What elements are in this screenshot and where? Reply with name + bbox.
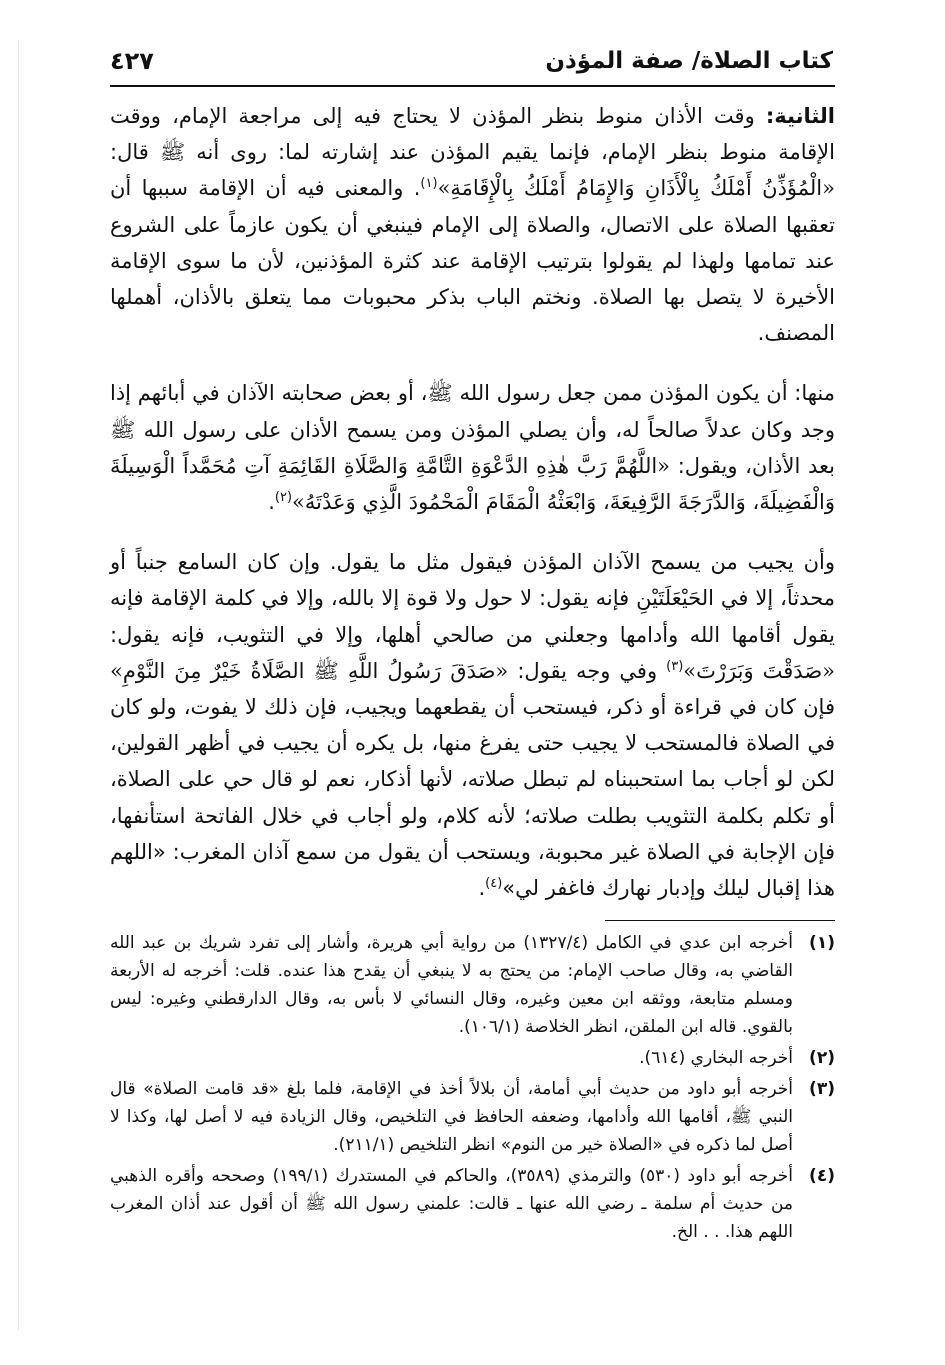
footnote-number: (٢) xyxy=(809,1048,835,1068)
running-title: كتاب الصلاة/ صفة المؤذن xyxy=(545,48,833,74)
footnote-text: أخرجه ابن عدي في الكامل (١٣٢٧/٤) من رواية أبي هريرة، وأشار إلى تفرد شريك بن عبد الله القاضي به، وقال صاحب الإمام: من يحتج به لا ينبغي أن يقدح هذا عنده. قلت: أخرجه له الأربعة ومسلم متابعة، ووثقه ابن معين وغيره، وقال النسائي لا بأس به، وقال الدارقطني وغيره: ليس بالقوي. قاله ابن الملقن، انظر الخلاصة (١٠٦/١). xyxy=(110,933,793,1037)
footnote-reference: (٣) xyxy=(666,658,684,674)
footnote-reference: (١) xyxy=(420,176,438,192)
hadith-quote: «الْمُؤَذِّنُ أَمْلَكُ بِالْأَذَانِ وَالإِمَامُ أَمْلَكُ بِالْإِقَامَةِ» xyxy=(437,176,835,201)
paragraph-text: . xyxy=(268,490,275,515)
footnote-reference: (٢) xyxy=(274,490,293,506)
paragraph-answering-adhan xyxy=(110,544,835,906)
footnote-separator xyxy=(605,920,835,921)
footnote xyxy=(110,1162,835,1246)
paragraph-text: فإن كان في قراءة أو ذكر، فيستحب أن يقطعهما ويجيب، فإن ذلك لا يفوت، ولو كان في الصلاة فالمستحب لا يجيب حتى يفرغ منها، بل يكره أن يجيب في أظهر القولين، لكن لو أجاب بما استحببناه لم تبطل صلاته، لأنها أذكار، نعم لو قال حي على الصلاة، أو تكلم بكلمة التثويب بطلت صلاته؛ لأنه كلام، ولو أجاب في خلال الفاتحة استأنفها، فإن الإجابة في الصلاة غير محبوبة، ويستحب أن يقول من سمع آذان المغرب: «اللهم هذا إقبال ليلك وإدبار نهارك فاغفر لي» xyxy=(110,695,835,901)
paragraph-second-issue xyxy=(110,98,835,351)
header-rule xyxy=(110,85,835,87)
footnote-text: أخرجه أبو داود من حديث أبي أمامة، أن بلالاً أخذ في الإقامة، فلما بلغ «قد قامت الصلاة» قال النبي ﷺ، أقامها الله وأدامها، وضعفه الحافظ في التلخيص، وقال الزيادة فيه لا أصل لها، وكذا لا أصل لما ذكره في «الصلاة خير من النوم» انظر التلخيص (٢١١/١). xyxy=(110,1079,793,1155)
footnote-reference: (٤) xyxy=(485,876,503,892)
footnote-number: (١) xyxy=(809,933,835,953)
footnote-text: أخرجه البخاري (٦١٤). xyxy=(639,1048,793,1068)
paragraph-text: منها: أن يكون المؤذن ممن جعل رسول الله ﷺ، أو بعض صحابته الآذان في أبائهم إذا وجد وكان عدلاً صالحاً له، وأن يصلي المؤذن ومن يسمح الأذان على رسول الله ﷺ بعد الأذان، ويقول: xyxy=(110,381,836,478)
page-number: ٤٢٧ xyxy=(110,47,154,75)
footnote-text: أخرجه أبو داود (٥٣٠) والترمذي (٣٥٨٩)، والحاكم في المستدرك (١٩٩/١) وصححه وأقره الذهبي من حديث أم سلمة ـ رضي الله عنها ـ قالت: علمني رسول الله ﷺ أن أقول عند أذان المغرب اللهم هذا. . . الخ. xyxy=(110,1166,793,1242)
footnotes xyxy=(110,929,835,1249)
main-text xyxy=(110,98,835,906)
paragraph-text: وفي وجه يقول: xyxy=(508,658,667,683)
paragraph-text: . xyxy=(478,876,486,901)
response-quote: «صَدَقْتَ وَبَرَرْتَ» xyxy=(683,658,836,683)
paragraph-text: وأن يجيب من يسمح الآذان المؤذن فيقول مثل ما يقول. وإن كان السامع جنباً أو محدثاً، إلا في الحَيْعَلَتَيْنِ فإنه يقول: لا حول ولا قوة إلا بالله، وإلا في كلمة الإقامة فإنه يقول أقامها الله وأدامها وجعلني من صالحي أهلها، وإلا في التثويب، فإنه يقول: xyxy=(110,550,835,647)
paragraph-text: . والمعنى فيه أن الإقامة سببها أن تعقبها الصلاة على الاتصال، والصلاة إلى الإمام فينبغي أن يكون عازماً على الشروع عند تمامها ولهذا لم يقولوا بترتيب الإقامة عند كثرة المؤذنين، لأن ما سوى الإقامة الأخيرة لا يتصل بها الصلاة. ونختم الباب بذكر محبوبات مما يتعلق بالأذان، أهملها المصنف. xyxy=(110,176,835,346)
footnote-number: (٤) xyxy=(809,1166,835,1186)
page-edge-line xyxy=(18,40,19,1330)
paragraph-text: وقت الأذان منوط بنظر المؤذن لا يحتاج فيه إلى مراجعة الإمام، ووقت الإقامة منوط بنظر الإمام، فإنما يقيم المؤذن عند إشارته لما: روى أنه ﷺ قال: xyxy=(110,104,835,165)
footnote xyxy=(110,1044,835,1072)
paragraph-recommendations xyxy=(110,375,835,520)
footnote xyxy=(110,929,835,1041)
footnote xyxy=(110,1075,835,1159)
paragraph-lead-word: الثانية: xyxy=(765,104,835,128)
supplication-quote: «اللَّهُمَّ رَبَّ هٰذِهِ الدَّعْوَةِ التَّامَّةِ وَالصَّلَاةِ القَائِمَةِ آتِ مُحَمَّداً الْوَسِيلَةَ وَالْفَضِيلَةَ، وَالدَّرَجَةَ الرَّفِيعَةَ، وَابْعَثْهُ الْمَقَامَ الْمَحْمُودَ الَّذِي وَعَدْتَهُ» xyxy=(110,453,835,515)
page-header xyxy=(110,38,833,84)
response-quote: «صَدَقَ رَسُولُ اللَّهِ ﷺ الصَّلَاةُ خَيْرٌ مِنَ النَّوْمِ» xyxy=(110,658,509,683)
footnote-number: (٣) xyxy=(809,1079,835,1099)
